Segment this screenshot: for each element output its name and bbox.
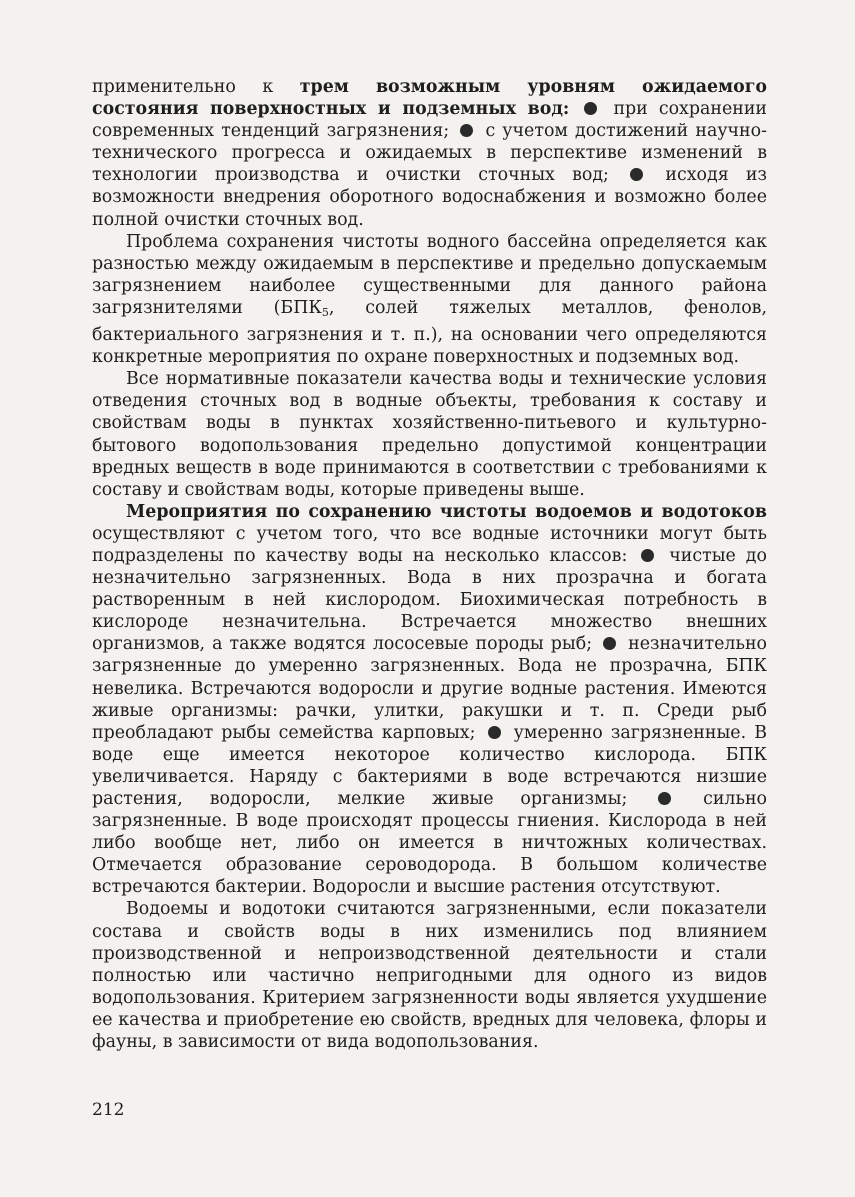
bullet-icon — [658, 792, 671, 805]
bold-phrase-three-levels: трем возможным уровням ожидаемого состояния поверхностных и подземных вод: — [92, 77, 767, 120]
bpk-subscript: 5 — [321, 305, 329, 319]
bullet-icon — [584, 102, 597, 115]
paragraph-basin-problem — [92, 231, 767, 369]
bullet-icon — [488, 726, 501, 739]
class-clean: чистые до незначительно загрязненных. Вода в них прозрачна и богата растворенным в ней кислородом. Биохимическая потребность в кислороде незначительна. Встречается множество внешних организмов, а также водятся лососевые породы рыб; — [92, 545, 767, 655]
class-moderately-polluted: умеренно загрязненные. В воде еще имеется некоторое количество кислорода. БПК увеличивается. Наряду с бактериями в воде встречаются низшие растения, водоросли, мелкие живые организмы; — [92, 722, 767, 809]
level-item-technical-progress: с учетом достижений научно-технического прогресса и ожидаемых в перспективе изменений в технологии производства и очистки сточных вод; — [92, 121, 767, 186]
paragraph-normative-indicators — [92, 368, 767, 501]
paragraph-water-classes — [92, 501, 767, 899]
paragraph-polluted-definition — [92, 898, 767, 1053]
page-number: 212 — [92, 1100, 125, 1120]
bold-phrase-measures: Мероприятия по сохранению чистоты водоемов и водотоков — [126, 501, 767, 522]
paragraph-intro-text: применительно к — [92, 77, 300, 97]
basin-problem-text-end: , солей тяжелых металлов, фенолов, бактериального загрязнения и т. п.), на основании чего определяются конкретные мероприятия по охране поверхностных и подземных вод. — [92, 297, 767, 368]
bullet-icon — [641, 549, 654, 562]
bullet-icon — [603, 637, 616, 650]
bullet-icon — [460, 124, 473, 137]
polluted-definition-text: Водоемы и водотоки считаются загрязненными, если показатели состава и свойств воды в них изменились под влиянием производственной и непроизводственной деятельности и стали полностью или частично непригодными для одного из видов водопользования. Критерием загрязненности воды является ухудшение ее качества и приобретение ею свойств, вредных для человека, флоры и фауны, в зависимости от вида водопользования. — [92, 899, 767, 1053]
basin-problem-text-start: Проблема сохранения чистоты водного бассейна определяется как разностью между ожидаемым в перспективе и предельно допускаемым загрязнением наиболее существенными для данного района загрязнителями (БПК — [92, 231, 767, 318]
bullet-icon — [630, 168, 643, 181]
class-heavily-polluted: сильно загрязненные. В воде происходят процессы гниения. Кислорода в ней либо вообще нет, либо он имеется в ничтожных количествах. Отмечается образование сероводорода. В большом количестве встречаются бактерии. Водоросли и высшие растения отсутствуют. — [92, 789, 768, 898]
level-item-current-trends: при сохранении современных тенденций загрязнения; — [92, 99, 768, 142]
paragraph-water-levels — [92, 76, 767, 231]
page-body — [92, 76, 767, 1053]
normative-indicators-text: Все нормативные показатели качества воды и технические условия отведения сточных вод в водные объекты, требования к составу и свойствам воды в пунктах хозяйственно-питьевого и культурно-бытового водопользования предельно допустимой концентрации вредных веществ в воде принимаются в соответствии с требованиями к составу и свойствам воды, которые приведены выше. — [92, 369, 767, 500]
class-slightly-polluted: незначительно загрязненные до умеренно загрязненных. Вода не прозрачна, БПК невелика. Встречаются водоросли и другие водные растения. Имеются живые организмы: рачки, улитки, ракушки и т. п. Среди рыб преобладают рыбы семейства карповых; — [92, 634, 768, 743]
level-item-recycled-water: исходя из возможности внедрения оборотного водоснабжения и возможно более полной очистки сточных вод. — [92, 165, 767, 230]
water-classes-intro: осуществляют с учетом того, что все водные источники могут быть подразделены по качеству воды на несколько классов: — [92, 523, 767, 566]
